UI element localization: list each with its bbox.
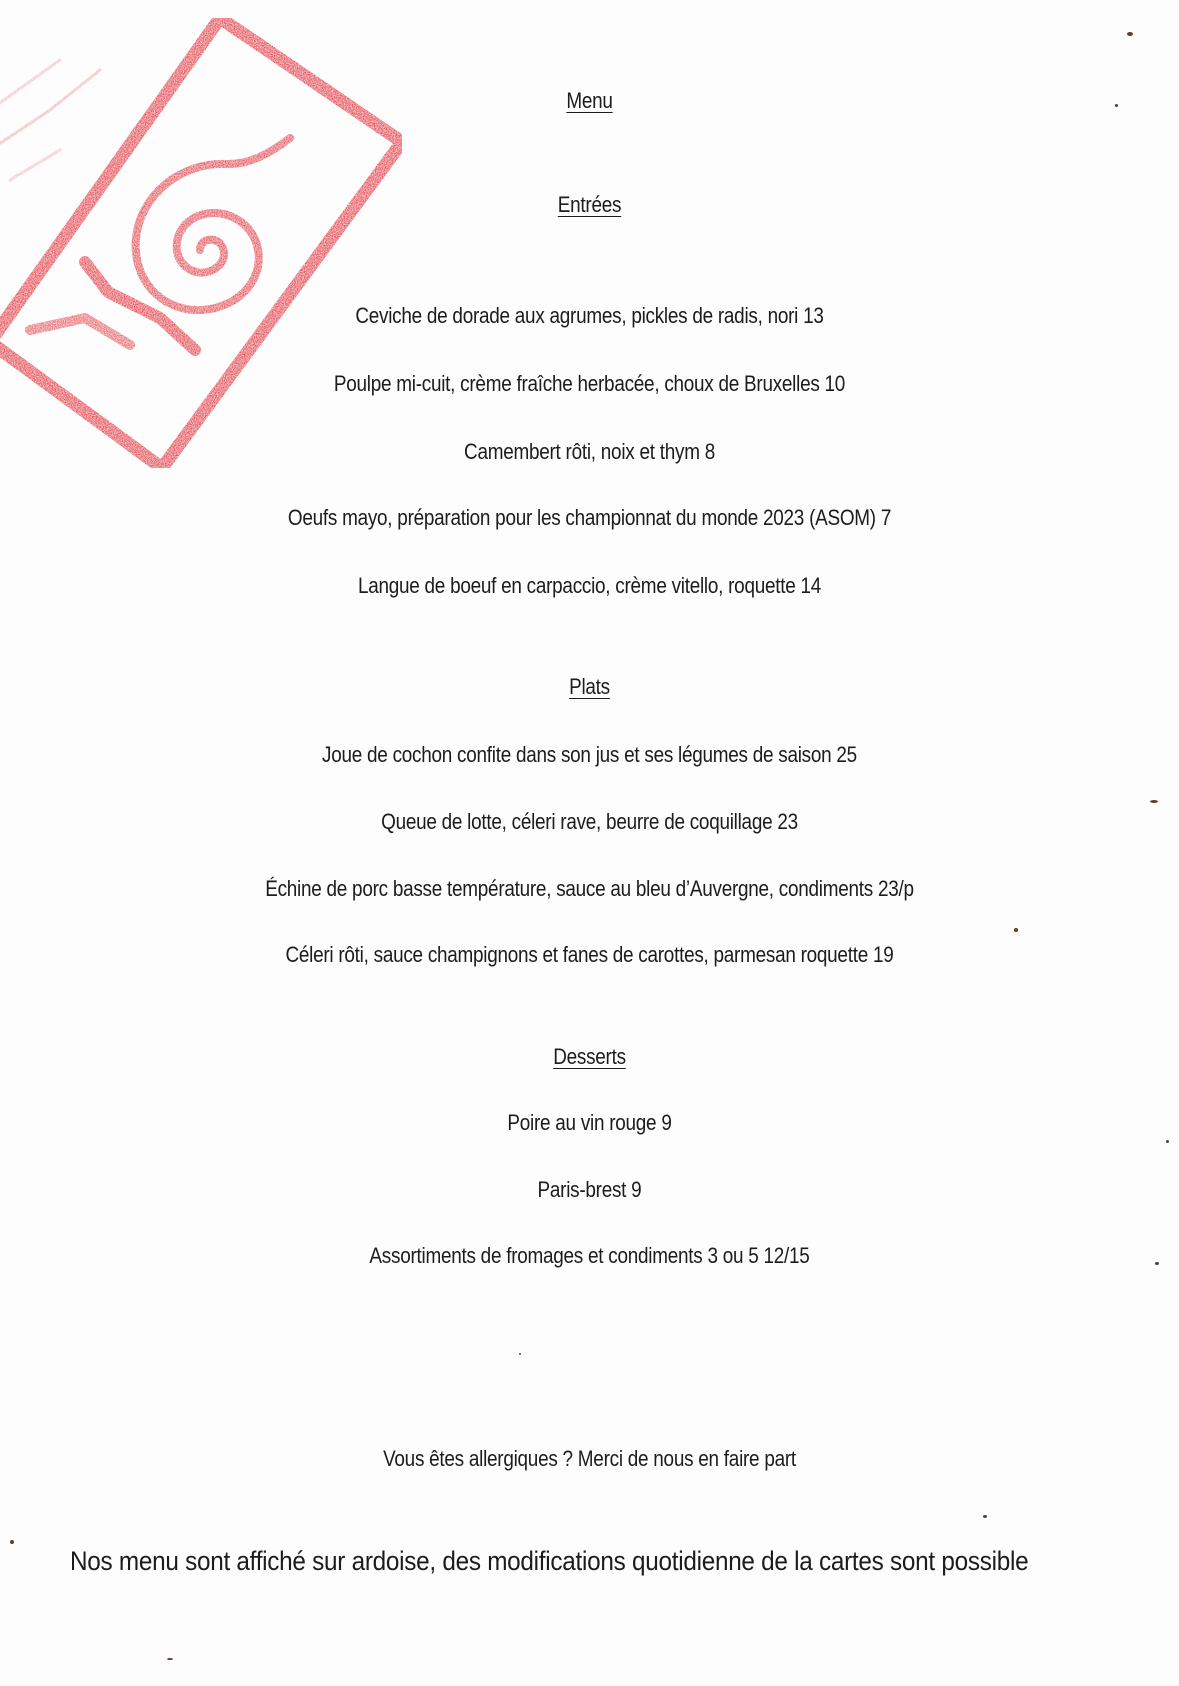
menu-item: Poire au vin rouge 9: [507, 1110, 672, 1135]
menu-item: Oeufs mayo, préparation pour les championnat du monde 2023 (ASOM) 7: [287, 505, 892, 530]
paper-speck: [1155, 1262, 1159, 1265]
paper-speck: [1127, 32, 1133, 36]
paper-speck: [1014, 928, 1018, 932]
footer-note: Nos menu sont affiché sur ardoise, des modifications quotidienne de la cartes sont possible: [70, 1546, 1029, 1576]
menu-item: Poulpe mi-cuit, crème fraîche herbacée, choux de Bruxelles 10: [333, 371, 846, 396]
menu-item: Paris-brest 9: [537, 1177, 642, 1202]
menu-item: Camembert rôti, noix et thym 8: [464, 439, 715, 464]
paper-speck: [1150, 800, 1158, 803]
section-heading-entrees: Entrées: [557, 192, 622, 217]
paper-speck: [10, 1540, 14, 1544]
allergy-note: Vous êtes allergiques ? Merci de nous en faire part: [383, 1446, 796, 1471]
section-heading-desserts: Desserts: [553, 1044, 626, 1069]
menu-item: Ceviche de dorade aux agrumes, pickles de radis, nori 13: [355, 303, 824, 328]
paper-speck: [983, 1515, 987, 1518]
menu-item: Échine de porc basse température, sauce au bleu d’Auvergne, condiments 23/p: [265, 876, 914, 901]
paper-speck: [1115, 104, 1118, 107]
section-heading-plats: Plats: [569, 674, 610, 699]
paper-speck: [519, 1353, 521, 1355]
spiral-stamp-icon: [0, 0, 420, 500]
menu-title: Menu: [566, 88, 613, 113]
paper-speck: [1166, 1140, 1169, 1143]
menu-item: Assortiments de fromages et condiments 3 ou 5 12/15: [369, 1243, 810, 1268]
menu-item: Queue de lotte, céleri rave, beurre de coquillage 23: [381, 809, 798, 834]
menu-item: Joue de cochon confite dans son jus et ses légumes de saison 25: [322, 742, 857, 767]
paper-speck: [167, 1658, 173, 1660]
menu-item: Céleri rôti, sauce champignons et fanes de carottes, parmesan roquette 19: [285, 942, 894, 967]
menu-item: Langue de boeuf en carpaccio, crème vitello, roquette 14: [357, 573, 822, 598]
